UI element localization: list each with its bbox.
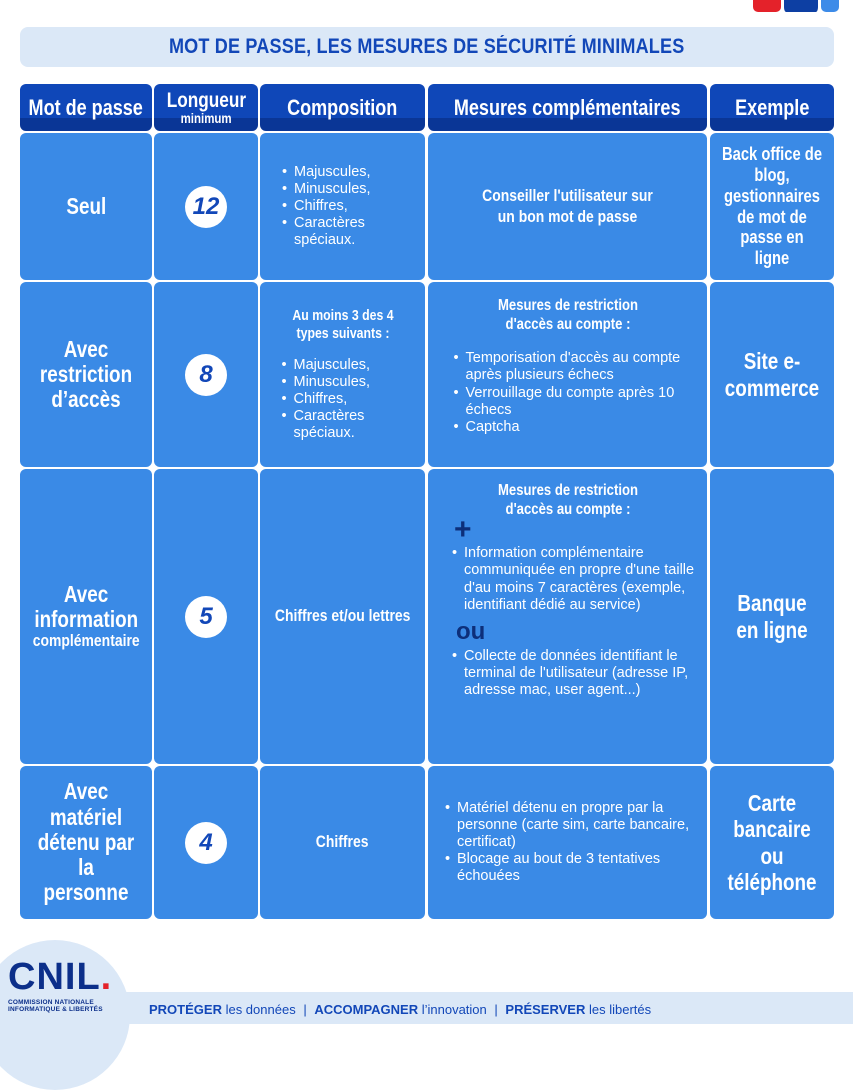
header-measures [428, 84, 707, 131]
row-material-composition [260, 766, 425, 919]
measures-title-text: Mesures de restriction d'accès au compte : [497, 297, 638, 334]
row-restriction-length [154, 282, 258, 467]
example-text: Carte bancaire ou téléphone [727, 789, 817, 895]
row-restriction-example [710, 282, 834, 467]
header-length [154, 84, 258, 131]
composition-list [282, 164, 402, 250]
plus-icon: + [454, 513, 472, 547]
measures-title [468, 296, 668, 334]
list-item: • Caractères spéciaux. [282, 215, 402, 249]
tagline-verb: ACCOMPAGNER [314, 1002, 419, 1017]
length-value: 5 [199, 602, 213, 630]
row-information-measures [428, 469, 707, 764]
row-seul-composition [260, 133, 425, 280]
row-restriction-composition [260, 282, 425, 467]
length-value: 8 [199, 360, 213, 388]
header-composition-label: Composition [287, 94, 398, 120]
row-material-length [154, 766, 258, 919]
measures-list [445, 800, 690, 886]
row-information-label-line: complémentaire [32, 631, 140, 651]
logo-dot: . [100, 956, 113, 998]
length-badge-5 [185, 596, 227, 638]
example-text: Banque en ligne [736, 590, 808, 643]
row-information-label-line: information [34, 606, 138, 633]
composition-list [282, 357, 404, 443]
row-seul-length [154, 133, 258, 280]
measures-title [448, 481, 688, 519]
composition-text: Chiffres [316, 832, 369, 852]
list-item: • Matériel détenu en propre par la personne (carte sim, carte bancaire, certificat) [445, 800, 690, 851]
row-restriction-label [20, 282, 152, 467]
logo-subtitle-line: COMMISSION NATIONALE [8, 999, 94, 1006]
measures-text: Conseiller l'utilisateur sur un bon mot de passe [482, 186, 653, 226]
measures-list [452, 648, 704, 699]
length-value: 12 [192, 192, 220, 220]
row-material-label-text: Avec matériel détenu par la personne [37, 778, 135, 906]
list-item: • Chiffres, [282, 391, 404, 408]
header-password [20, 84, 152, 131]
list-item: • Minuscules, [282, 181, 402, 198]
header-measures-label: Mesures complémentaires [454, 94, 681, 120]
list-item: • Collecte de données identifiant le terminal de l'utilisateur (adresse IP, adresse mac, user agent...) [452, 648, 704, 699]
header-password-label: Mot de passe [28, 94, 144, 120]
row-seul-measures [428, 133, 707, 280]
list-item: • Majuscules, [282, 357, 404, 374]
tagline-object: les libertés [585, 1002, 652, 1017]
row-information-composition [260, 469, 425, 764]
composition-intro-text: Au moins 3 des 4 types suivants : [291, 306, 394, 342]
list-item: • Information complémentaire communiquée en propre d'une taille d'au moins 7 caractères (exemple, identifiant dédié au service) [452, 545, 702, 613]
logo-subtitle [8, 999, 128, 1013]
tagline-object: l’innovation [418, 1002, 487, 1017]
length-badge-4 [185, 822, 227, 864]
tagline-verb: PRÉSERVER [505, 1002, 586, 1017]
row-information-example [710, 469, 834, 764]
list-item: • Majuscules, [282, 164, 402, 181]
tagline-separator: | [303, 1002, 307, 1017]
length-value: 4 [199, 828, 213, 856]
page-title-text: MOT DE PASSE, LES MESURES DE SÉCURITÉ MINIMALES [169, 35, 685, 58]
row-material-measures [428, 766, 707, 919]
row-information-length [154, 469, 258, 764]
measures-list [452, 545, 702, 613]
composition-text: Chiffres et/ou lettres [274, 606, 411, 626]
composition-intro [268, 307, 418, 343]
row-information-label [20, 469, 152, 764]
example-text: Site e-commerce [724, 348, 820, 401]
tagline-verb: PROTÉGER [149, 1002, 222, 1017]
header-composition [260, 84, 425, 131]
logo-word [8, 958, 128, 996]
list-item: • Caractères spéciaux. [282, 408, 404, 442]
row-restriction-label-text: Avec restriction d’accès [39, 335, 133, 413]
list-item: • Temporisation d'accès au compte après plusieurs échecs [454, 350, 694, 384]
row-information-label-line: Avec [63, 580, 109, 607]
header-example-label: Exemple [734, 94, 810, 120]
cnil-logo [8, 958, 128, 1013]
row-restriction-measures [428, 282, 707, 467]
header-length-top: Longueur [166, 89, 246, 112]
footer-tagline [149, 1002, 651, 1017]
row-seul-example [710, 133, 834, 280]
length-badge-12 [185, 186, 227, 228]
row-seul-label [20, 133, 152, 280]
tagline-object: les données [221, 1002, 296, 1017]
row-material-label [20, 766, 152, 919]
list-item: • Blocage au bout de 3 tentatives échouées [445, 851, 690, 885]
length-badge-8 [185, 354, 227, 396]
header-length-bottom: minimum [180, 110, 232, 126]
logo-subtitle-line: INFORMATIQUE & LIBERTÉS [8, 1006, 103, 1014]
list-item: • Verrouillage du compte après 10 échecs [454, 385, 694, 419]
list-item: • Minuscules, [282, 374, 404, 391]
measures-title-text: Mesures de restriction d'accès au compte : [497, 482, 638, 519]
logo-text: CNIL [8, 956, 101, 998]
measures-list [454, 350, 694, 436]
list-item: • Captcha [454, 419, 694, 436]
or-separator: ou [456, 617, 486, 645]
row-material-example [710, 766, 834, 919]
list-item: • Chiffres, [282, 198, 402, 215]
tagline-separator: | [494, 1002, 498, 1017]
row-seul-label-text: Seul [66, 192, 106, 219]
header-example [710, 84, 834, 131]
example-text: Back office de blog, gestionnaires de mot de passe en ligne [721, 144, 823, 268]
